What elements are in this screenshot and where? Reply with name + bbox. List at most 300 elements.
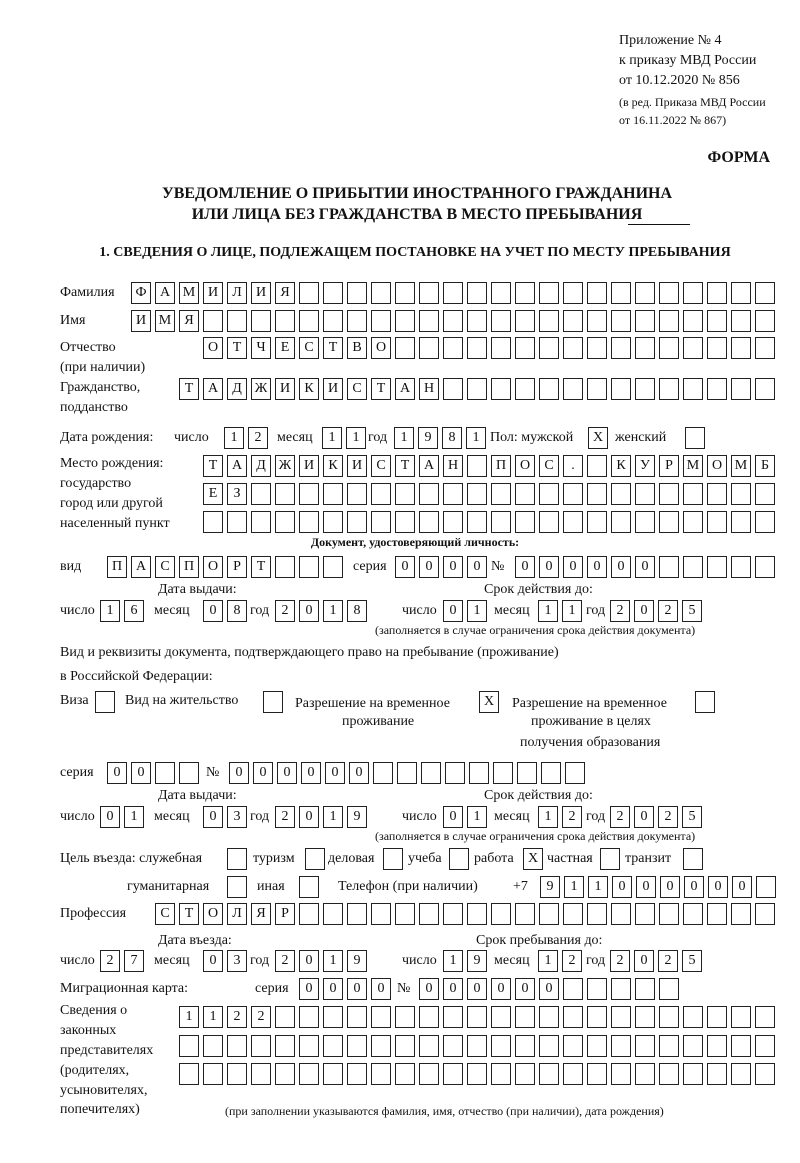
char-box[interactable]: А — [395, 378, 415, 400]
char-box[interactable] — [419, 337, 439, 359]
char-box[interactable]: Д — [227, 378, 247, 400]
checkbox[interactable]: X — [588, 427, 608, 449]
char-box[interactable] — [275, 1006, 295, 1028]
checkbox[interactable] — [305, 848, 325, 870]
char-box[interactable] — [419, 511, 439, 533]
char-box[interactable] — [611, 337, 631, 359]
char-box[interactable] — [467, 511, 487, 533]
char-box[interactable] — [565, 762, 585, 784]
char-box[interactable] — [419, 903, 439, 925]
char-box[interactable] — [683, 1006, 703, 1028]
char-box[interactable]: 2 — [658, 600, 678, 622]
char-box[interactable]: 0 — [419, 978, 439, 1000]
char-box[interactable]: 5 — [682, 806, 702, 828]
char-box[interactable]: К — [323, 455, 343, 477]
char-box[interactable] — [371, 1035, 391, 1057]
checkbox[interactable] — [299, 876, 319, 898]
char-box[interactable] — [493, 762, 513, 784]
char-box[interactable] — [731, 282, 751, 304]
char-box[interactable] — [755, 1006, 775, 1028]
char-box[interactable]: 1 — [203, 1006, 223, 1028]
char-box[interactable]: 0 — [347, 978, 367, 1000]
char-box[interactable]: 0 — [229, 762, 249, 784]
char-box[interactable] — [635, 1006, 655, 1028]
char-box[interactable]: 1 — [467, 806, 487, 828]
char-box[interactable] — [227, 511, 247, 533]
char-box[interactable]: Т — [371, 378, 391, 400]
char-box[interactable] — [491, 282, 511, 304]
char-box[interactable]: М — [155, 310, 175, 332]
char-box[interactable]: 9 — [347, 806, 367, 828]
char-box[interactable] — [299, 903, 319, 925]
char-box[interactable] — [275, 1063, 295, 1085]
char-box[interactable]: 0 — [491, 978, 511, 1000]
char-box[interactable] — [683, 903, 703, 925]
char-box[interactable]: 0 — [563, 556, 583, 578]
char-box[interactable] — [707, 1006, 727, 1028]
char-box[interactable] — [467, 903, 487, 925]
char-box[interactable] — [179, 1035, 199, 1057]
char-box[interactable] — [299, 1063, 319, 1085]
checkbox[interactable] — [683, 848, 703, 870]
char-box[interactable] — [443, 483, 463, 505]
char-box[interactable]: 0 — [443, 978, 463, 1000]
char-box[interactable] — [707, 1035, 727, 1057]
char-box[interactable] — [635, 511, 655, 533]
char-box[interactable] — [491, 483, 511, 505]
char-box[interactable] — [227, 1063, 247, 1085]
char-box[interactable] — [373, 762, 393, 784]
char-box[interactable] — [755, 1063, 775, 1085]
char-box[interactable]: 0 — [635, 556, 655, 578]
char-box[interactable] — [443, 378, 463, 400]
char-box[interactable] — [397, 762, 417, 784]
char-box[interactable] — [395, 511, 415, 533]
char-box[interactable]: 2 — [610, 950, 630, 972]
char-box[interactable]: 9 — [347, 950, 367, 972]
char-box[interactable]: Ж — [251, 378, 271, 400]
char-box[interactable] — [659, 556, 679, 578]
checkbox[interactable]: X — [523, 848, 543, 870]
char-box[interactable]: Т — [323, 337, 343, 359]
char-box[interactable] — [683, 483, 703, 505]
char-box[interactable]: 0 — [277, 762, 297, 784]
char-box[interactable]: 0 — [203, 600, 223, 622]
char-box[interactable] — [347, 511, 367, 533]
char-box[interactable]: П — [491, 455, 511, 477]
char-box[interactable] — [299, 1006, 319, 1028]
char-box[interactable] — [683, 310, 703, 332]
char-box[interactable] — [371, 282, 391, 304]
char-box[interactable] — [227, 1035, 247, 1057]
char-box[interactable] — [563, 1006, 583, 1028]
char-box[interactable] — [395, 282, 415, 304]
char-box[interactable]: 0 — [515, 556, 535, 578]
char-box[interactable]: 1 — [443, 950, 463, 972]
char-box[interactable] — [203, 511, 223, 533]
char-box[interactable] — [347, 282, 367, 304]
checkbox[interactable] — [685, 427, 705, 449]
char-box[interactable] — [371, 1006, 391, 1028]
char-box[interactable] — [587, 1035, 607, 1057]
char-box[interactable]: Р — [659, 455, 679, 477]
char-box[interactable] — [563, 337, 583, 359]
char-box[interactable] — [515, 1006, 535, 1028]
char-box[interactable] — [467, 337, 487, 359]
char-box[interactable]: 1 — [224, 427, 244, 449]
char-box[interactable] — [635, 1035, 655, 1057]
char-box[interactable]: 1 — [466, 427, 486, 449]
char-box[interactable]: М — [731, 455, 751, 477]
char-box[interactable]: . — [563, 455, 583, 477]
char-box[interactable]: 2 — [562, 950, 582, 972]
char-box[interactable]: 8 — [442, 427, 462, 449]
char-box[interactable] — [659, 310, 679, 332]
char-box[interactable] — [707, 903, 727, 925]
char-box[interactable] — [515, 337, 535, 359]
char-box[interactable]: 0 — [419, 556, 439, 578]
char-box[interactable] — [395, 1006, 415, 1028]
checkbox[interactable]: X — [479, 691, 499, 713]
char-box[interactable] — [563, 310, 583, 332]
char-box[interactable] — [419, 310, 439, 332]
char-box[interactable]: 2 — [227, 1006, 247, 1028]
char-box[interactable]: 8 — [347, 600, 367, 622]
char-box[interactable] — [755, 337, 775, 359]
char-box[interactable]: 7 — [124, 950, 144, 972]
char-box[interactable]: М — [683, 455, 703, 477]
char-box[interactable] — [539, 310, 559, 332]
char-box[interactable]: Я — [179, 310, 199, 332]
char-box[interactable]: 1 — [124, 806, 144, 828]
char-box[interactable] — [611, 378, 631, 400]
char-box[interactable] — [323, 483, 343, 505]
char-box[interactable] — [707, 282, 727, 304]
char-box[interactable]: 1 — [588, 876, 608, 898]
char-box[interactable]: 1 — [323, 600, 343, 622]
char-box[interactable]: З — [227, 483, 247, 505]
char-box[interactable] — [467, 1006, 487, 1028]
char-box[interactable] — [683, 1035, 703, 1057]
char-box[interactable] — [731, 1006, 751, 1028]
char-box[interactable]: И — [131, 310, 151, 332]
char-box[interactable] — [347, 1006, 367, 1028]
char-box[interactable]: 0 — [253, 762, 273, 784]
char-box[interactable] — [347, 1035, 367, 1057]
checkbox[interactable] — [263, 691, 283, 713]
char-box[interactable]: 2 — [251, 1006, 271, 1028]
char-box[interactable] — [395, 1063, 415, 1085]
char-box[interactable] — [587, 310, 607, 332]
char-box[interactable]: А — [155, 282, 175, 304]
char-box[interactable] — [347, 310, 367, 332]
char-box[interactable] — [611, 903, 631, 925]
char-box[interactable] — [275, 511, 295, 533]
char-box[interactable] — [443, 337, 463, 359]
char-box[interactable] — [707, 310, 727, 332]
char-box[interactable]: 1 — [538, 806, 558, 828]
char-box[interactable]: 0 — [539, 978, 559, 1000]
char-box[interactable] — [299, 511, 319, 533]
char-box[interactable] — [755, 511, 775, 533]
char-box[interactable] — [611, 1006, 631, 1028]
char-box[interactable] — [419, 1006, 439, 1028]
char-box[interactable] — [515, 310, 535, 332]
char-box[interactable]: 2 — [658, 806, 678, 828]
char-box[interactable] — [563, 903, 583, 925]
char-box[interactable]: Т — [251, 556, 271, 578]
char-box[interactable] — [659, 337, 679, 359]
char-box[interactable]: С — [299, 337, 319, 359]
char-box[interactable] — [587, 1006, 607, 1028]
char-box[interactable] — [443, 903, 463, 925]
char-box[interactable] — [275, 556, 295, 578]
char-box[interactable]: П — [179, 556, 199, 578]
char-box[interactable]: 6 — [124, 600, 144, 622]
char-box[interactable] — [707, 556, 727, 578]
char-box[interactable] — [275, 483, 295, 505]
char-box[interactable] — [563, 282, 583, 304]
char-box[interactable]: 2 — [658, 950, 678, 972]
char-box[interactable]: 0 — [467, 978, 487, 1000]
checkbox[interactable] — [449, 848, 469, 870]
char-box[interactable]: Т — [179, 378, 199, 400]
char-box[interactable] — [731, 378, 751, 400]
char-box[interactable]: 0 — [299, 806, 319, 828]
char-box[interactable] — [275, 1035, 295, 1057]
char-box[interactable]: С — [371, 455, 391, 477]
char-box[interactable] — [299, 282, 319, 304]
char-box[interactable] — [731, 1063, 751, 1085]
char-box[interactable] — [755, 310, 775, 332]
char-box[interactable] — [371, 511, 391, 533]
char-box[interactable] — [251, 511, 271, 533]
char-box[interactable]: О — [203, 903, 223, 925]
char-box[interactable]: 0 — [131, 762, 151, 784]
char-box[interactable] — [251, 483, 271, 505]
char-box[interactable]: Я — [251, 903, 271, 925]
char-box[interactable]: Д — [251, 455, 271, 477]
char-box[interactable] — [467, 455, 487, 477]
char-box[interactable] — [659, 483, 679, 505]
char-box[interactable] — [635, 378, 655, 400]
char-box[interactable] — [515, 511, 535, 533]
char-box[interactable]: 3 — [227, 806, 247, 828]
char-box[interactable] — [395, 310, 415, 332]
char-box[interactable]: У — [635, 455, 655, 477]
char-box[interactable] — [419, 1035, 439, 1057]
char-box[interactable] — [419, 483, 439, 505]
char-box[interactable]: 0 — [636, 876, 656, 898]
char-box[interactable] — [755, 556, 775, 578]
char-box[interactable] — [587, 978, 607, 1000]
char-box[interactable]: 5 — [682, 950, 702, 972]
char-box[interactable]: Е — [203, 483, 223, 505]
char-box[interactable]: 1 — [538, 950, 558, 972]
char-box[interactable]: 0 — [539, 556, 559, 578]
char-box[interactable] — [683, 556, 703, 578]
char-box[interactable]: 2 — [275, 600, 295, 622]
checkbox[interactable] — [600, 848, 620, 870]
char-box[interactable] — [539, 1035, 559, 1057]
char-box[interactable] — [491, 511, 511, 533]
char-box[interactable]: 9 — [467, 950, 487, 972]
char-box[interactable] — [347, 903, 367, 925]
char-box[interactable]: 0 — [349, 762, 369, 784]
char-box[interactable] — [491, 310, 511, 332]
char-box[interactable] — [731, 903, 751, 925]
char-box[interactable]: 2 — [100, 950, 120, 972]
char-box[interactable] — [467, 378, 487, 400]
char-box[interactable] — [467, 282, 487, 304]
char-box[interactable] — [491, 1006, 511, 1028]
checkbox[interactable] — [695, 691, 715, 713]
char-box[interactable]: И — [251, 282, 271, 304]
char-box[interactable]: 1 — [564, 876, 584, 898]
char-box[interactable]: О — [515, 455, 535, 477]
char-box[interactable] — [419, 282, 439, 304]
char-box[interactable] — [755, 1035, 775, 1057]
char-box[interactable] — [515, 903, 535, 925]
char-box[interactable]: А — [227, 455, 247, 477]
char-box[interactable] — [611, 1035, 631, 1057]
char-box[interactable]: 1 — [346, 427, 366, 449]
char-box[interactable]: О — [203, 556, 223, 578]
char-box[interactable]: 8 — [227, 600, 247, 622]
char-box[interactable] — [731, 310, 751, 332]
char-box[interactable] — [756, 876, 776, 898]
char-box[interactable] — [539, 511, 559, 533]
char-box[interactable] — [419, 1063, 439, 1085]
char-box[interactable] — [587, 903, 607, 925]
char-box[interactable] — [659, 1035, 679, 1057]
char-box[interactable]: 0 — [325, 762, 345, 784]
char-box[interactable] — [659, 511, 679, 533]
char-box[interactable] — [515, 1063, 535, 1085]
char-box[interactable]: 1 — [562, 600, 582, 622]
char-box[interactable]: Н — [443, 455, 463, 477]
char-box[interactable]: 2 — [562, 806, 582, 828]
char-box[interactable] — [539, 1006, 559, 1028]
char-box[interactable] — [443, 1063, 463, 1085]
char-box[interactable]: 0 — [299, 600, 319, 622]
char-box[interactable] — [611, 978, 631, 1000]
char-box[interactable] — [611, 282, 631, 304]
char-box[interactable] — [563, 1035, 583, 1057]
char-box[interactable] — [491, 337, 511, 359]
char-box[interactable] — [683, 337, 703, 359]
char-box[interactable] — [755, 378, 775, 400]
char-box[interactable]: Ч — [251, 337, 271, 359]
char-box[interactable] — [347, 483, 367, 505]
char-box[interactable]: 0 — [732, 876, 752, 898]
char-box[interactable]: О — [371, 337, 391, 359]
char-box[interactable]: 1 — [323, 806, 343, 828]
char-box[interactable]: И — [323, 378, 343, 400]
char-box[interactable]: 0 — [443, 600, 463, 622]
char-box[interactable]: Т — [395, 455, 415, 477]
char-box[interactable]: Б — [755, 455, 775, 477]
char-box[interactable] — [755, 282, 775, 304]
char-box[interactable] — [587, 511, 607, 533]
char-box[interactable] — [659, 903, 679, 925]
char-box[interactable] — [707, 378, 727, 400]
char-box[interactable] — [515, 378, 535, 400]
char-box[interactable] — [659, 978, 679, 1000]
char-box[interactable]: И — [299, 455, 319, 477]
char-box[interactable]: 2 — [248, 427, 268, 449]
char-box[interactable] — [659, 1063, 679, 1085]
char-box[interactable] — [323, 556, 343, 578]
char-box[interactable] — [467, 1035, 487, 1057]
char-box[interactable]: 0 — [587, 556, 607, 578]
char-box[interactable] — [421, 762, 441, 784]
char-box[interactable] — [443, 1006, 463, 1028]
char-box[interactable]: Л — [227, 282, 247, 304]
char-box[interactable] — [395, 337, 415, 359]
char-box[interactable]: Ф — [131, 282, 151, 304]
char-box[interactable] — [731, 556, 751, 578]
char-box[interactable]: С — [539, 455, 559, 477]
char-box[interactable] — [635, 483, 655, 505]
char-box[interactable]: М — [179, 282, 199, 304]
char-box[interactable]: 0 — [299, 978, 319, 1000]
char-box[interactable]: Т — [203, 455, 223, 477]
char-box[interactable]: 2 — [610, 806, 630, 828]
char-box[interactable] — [587, 337, 607, 359]
char-box[interactable]: 0 — [612, 876, 632, 898]
char-box[interactable] — [299, 310, 319, 332]
checkbox[interactable] — [227, 848, 247, 870]
char-box[interactable] — [539, 903, 559, 925]
char-box[interactable]: 0 — [634, 806, 654, 828]
char-box[interactable]: 1 — [538, 600, 558, 622]
char-box[interactable] — [731, 483, 751, 505]
char-box[interactable]: 0 — [634, 600, 654, 622]
char-box[interactable]: К — [299, 378, 319, 400]
char-box[interactable] — [443, 282, 463, 304]
char-box[interactable]: 0 — [323, 978, 343, 1000]
char-box[interactable]: Т — [227, 337, 247, 359]
char-box[interactable] — [491, 1035, 511, 1057]
char-box[interactable] — [443, 310, 463, 332]
char-box[interactable] — [371, 903, 391, 925]
checkbox[interactable] — [227, 876, 247, 898]
char-box[interactable] — [443, 1035, 463, 1057]
char-box[interactable]: С — [347, 378, 367, 400]
char-box[interactable] — [299, 556, 319, 578]
char-box[interactable] — [539, 483, 559, 505]
char-box[interactable] — [659, 378, 679, 400]
char-box[interactable]: 0 — [708, 876, 728, 898]
char-box[interactable] — [491, 1063, 511, 1085]
char-box[interactable] — [371, 483, 391, 505]
char-box[interactable]: 0 — [611, 556, 631, 578]
char-box[interactable] — [275, 310, 295, 332]
char-box[interactable] — [179, 762, 199, 784]
char-box[interactable]: 1 — [322, 427, 342, 449]
char-box[interactable] — [323, 903, 343, 925]
char-box[interactable] — [251, 310, 271, 332]
char-box[interactable] — [563, 483, 583, 505]
char-box[interactable] — [731, 337, 751, 359]
char-box[interactable]: 1 — [100, 600, 120, 622]
char-box[interactable] — [203, 1035, 223, 1057]
char-box[interactable] — [299, 1035, 319, 1057]
char-box[interactable] — [611, 483, 631, 505]
char-box[interactable]: 1 — [323, 950, 343, 972]
char-box[interactable] — [707, 511, 727, 533]
